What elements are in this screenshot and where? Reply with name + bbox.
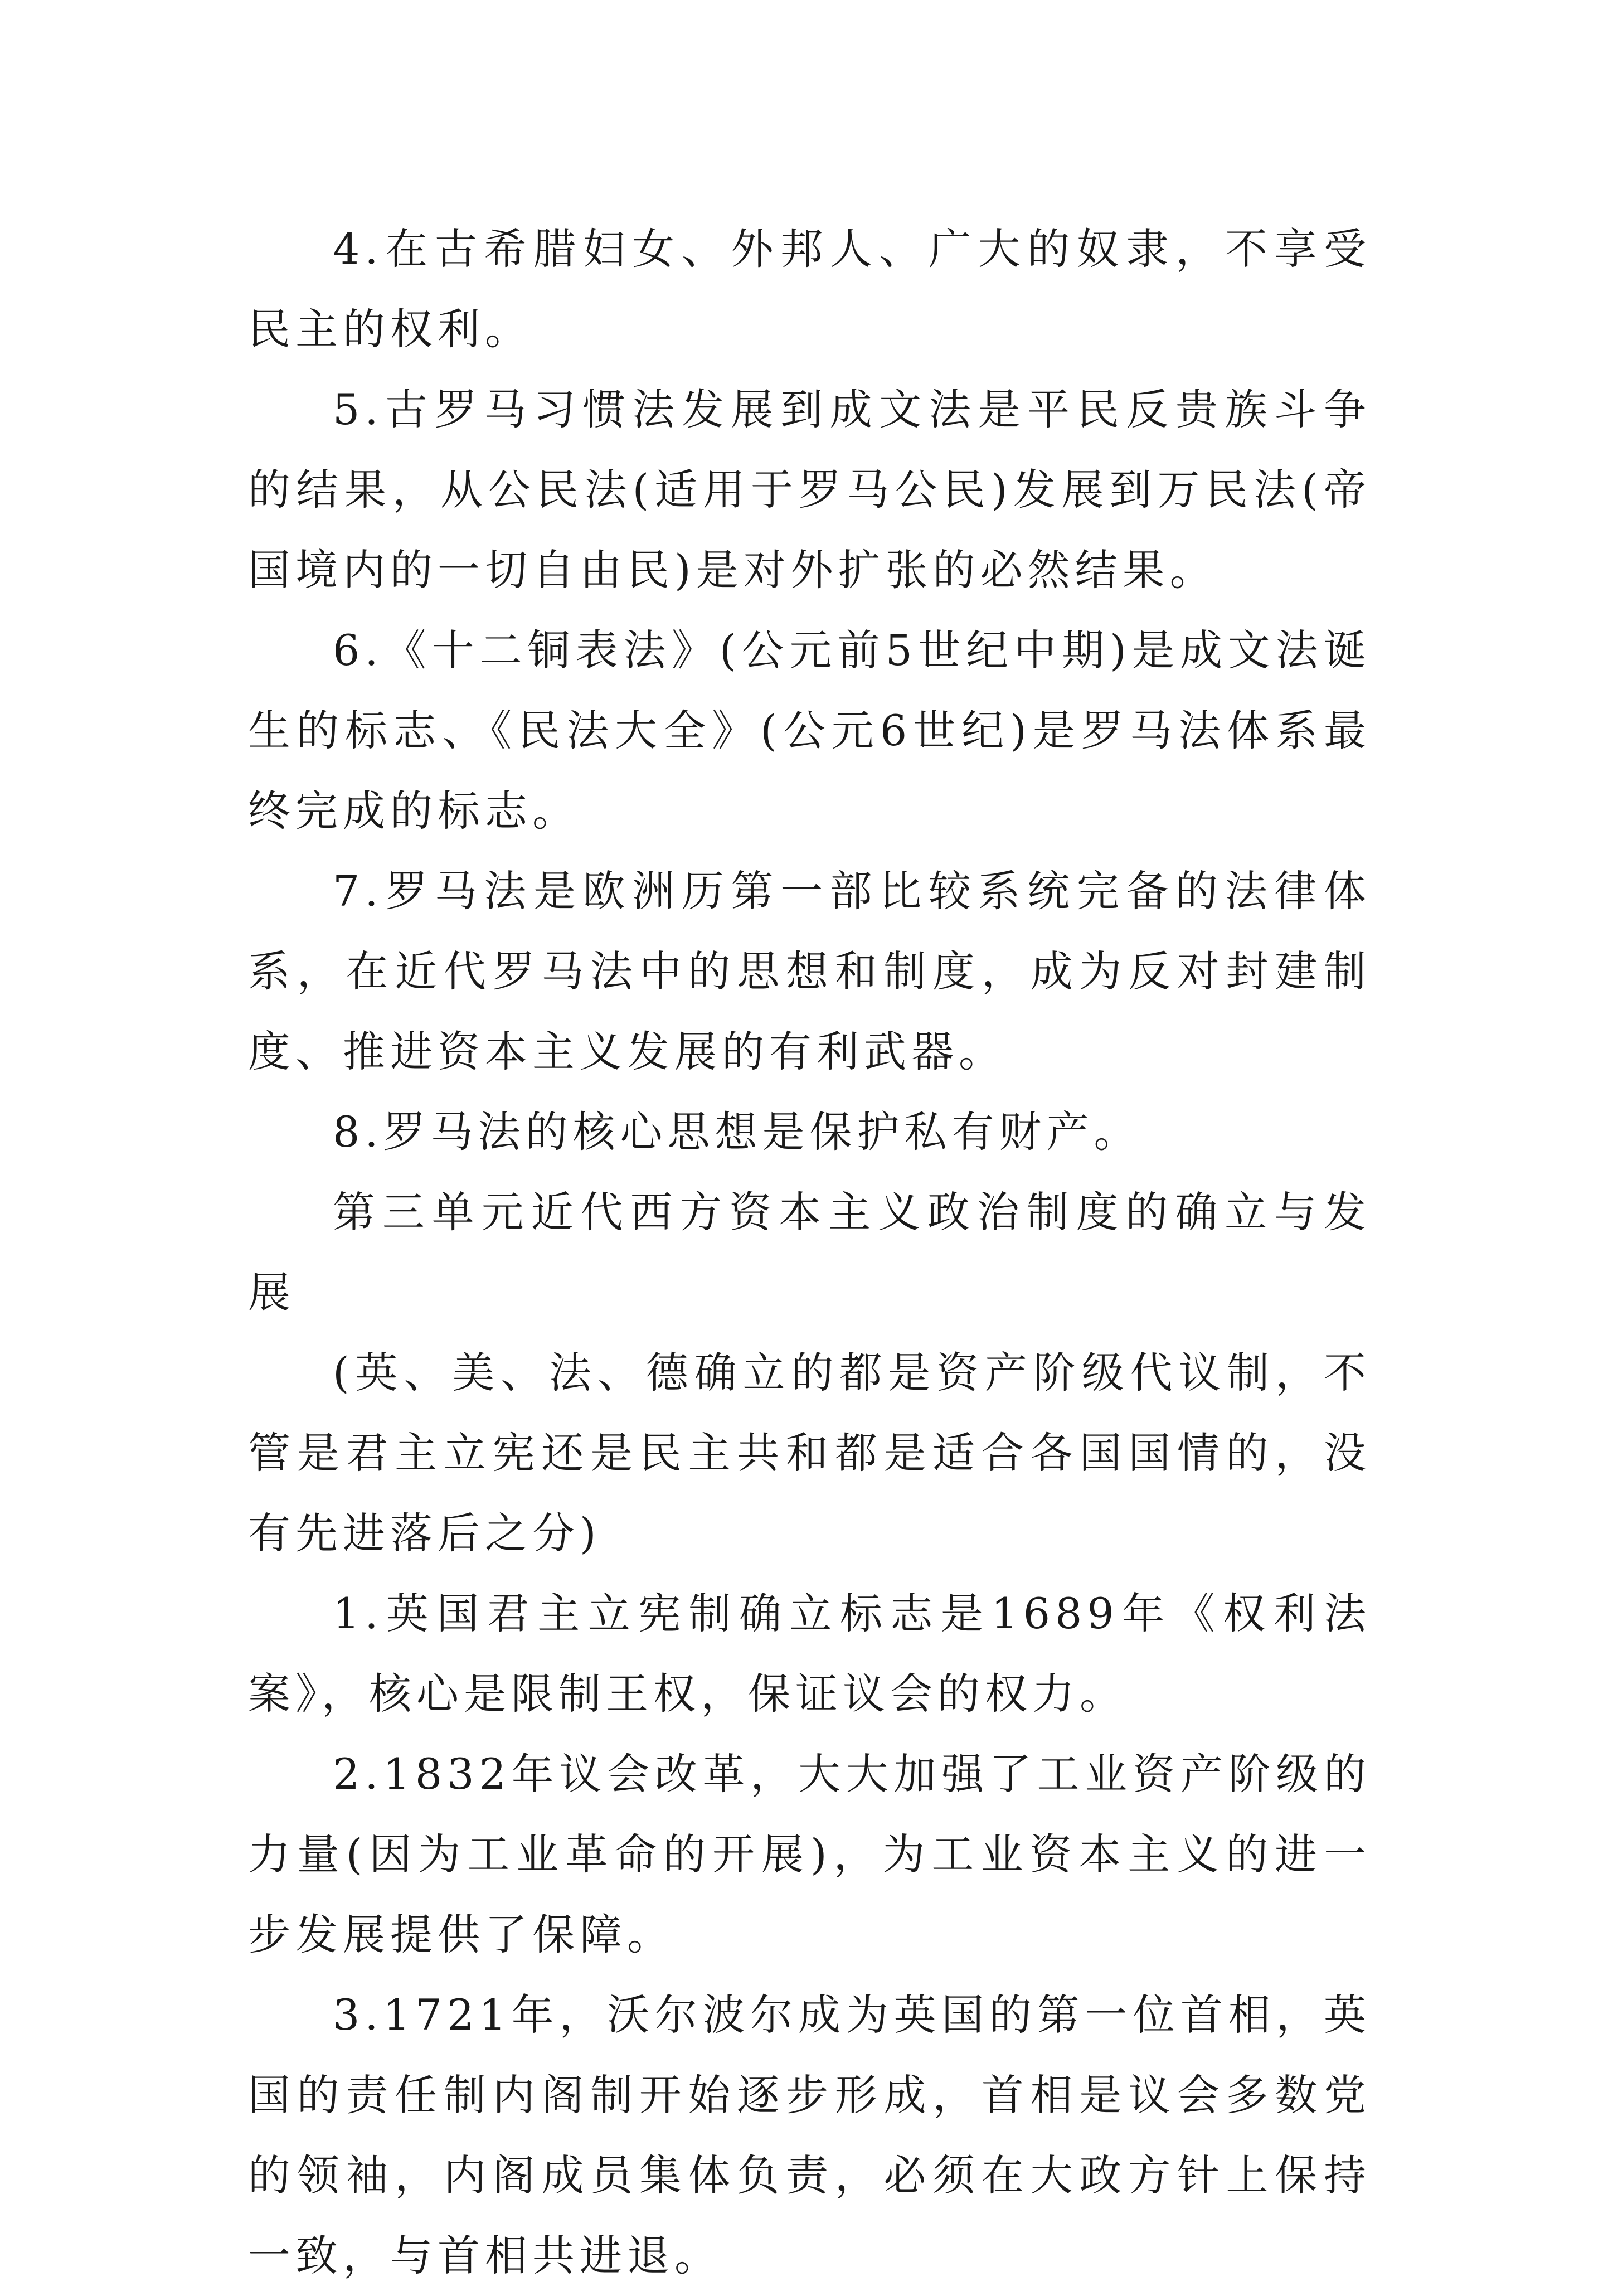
paragraph-unit3-item-3: 3.1721年，沃尔波尔成为英国的第一位首相，英国的责任制内阁制开始逐步形成，首相是议会多数党的领袖，内阁成员集体负责，必须在大政方针上保持一致，与首相共进退。	[248, 1990, 1371, 2280]
document-body	[248, 209, 1371, 2296]
paragraph-unit3-item-2: 2.1832年议会改革，大大加强了工业资产阶级的力量(因为工业革命的开展)，为工业资本主义的进一步发展提供了保障。	[248, 1749, 1371, 1959]
paragraph-item-6: 6.《十二铜表法》(公元前5世纪中期)是成文法诞生的标志、《民法大全》(公元6世纪)是罗马法体系最终完成的标志。	[248, 625, 1371, 836]
unit-note: (英、美、法、德确立的都是资产阶级代议制，不管是君主立宪还是民主共和都是适合各国国情的，没有先进落后之分)	[248, 1348, 1371, 1558]
paragraph-item-8: 8.罗马法的核心思想是保护私有财产。	[333, 1107, 1141, 1157]
paragraph-unit3-item-1: 1.英国君主立宪制确立标志是1689年《权利法案》，核心是限制王权，保证议会的权力。	[248, 1589, 1371, 1719]
paragraph-item-5: 5.古罗马习惯法发展到成文法是平民反贵族斗争的结果，从公民法(适用于罗马公民)发展到万民法(帝国境内的一切自由民)是对外扩张的必然结果。	[248, 385, 1371, 595]
unit-heading: 第三单元近代西方资本主义政治制度的确立与发展	[248, 1187, 1371, 1317]
paragraph-item-7: 7.罗马法是欧洲历第一部比较系统完备的法律体系，在近代罗马法中的思想和制度，成为反对封建制度、推进资本主义发展的有利武器。	[248, 866, 1371, 1076]
paragraph-item-4: 4.在古希腊妇女、外邦人、广大的奴隶，不享受民主的权利。	[248, 224, 1371, 354]
